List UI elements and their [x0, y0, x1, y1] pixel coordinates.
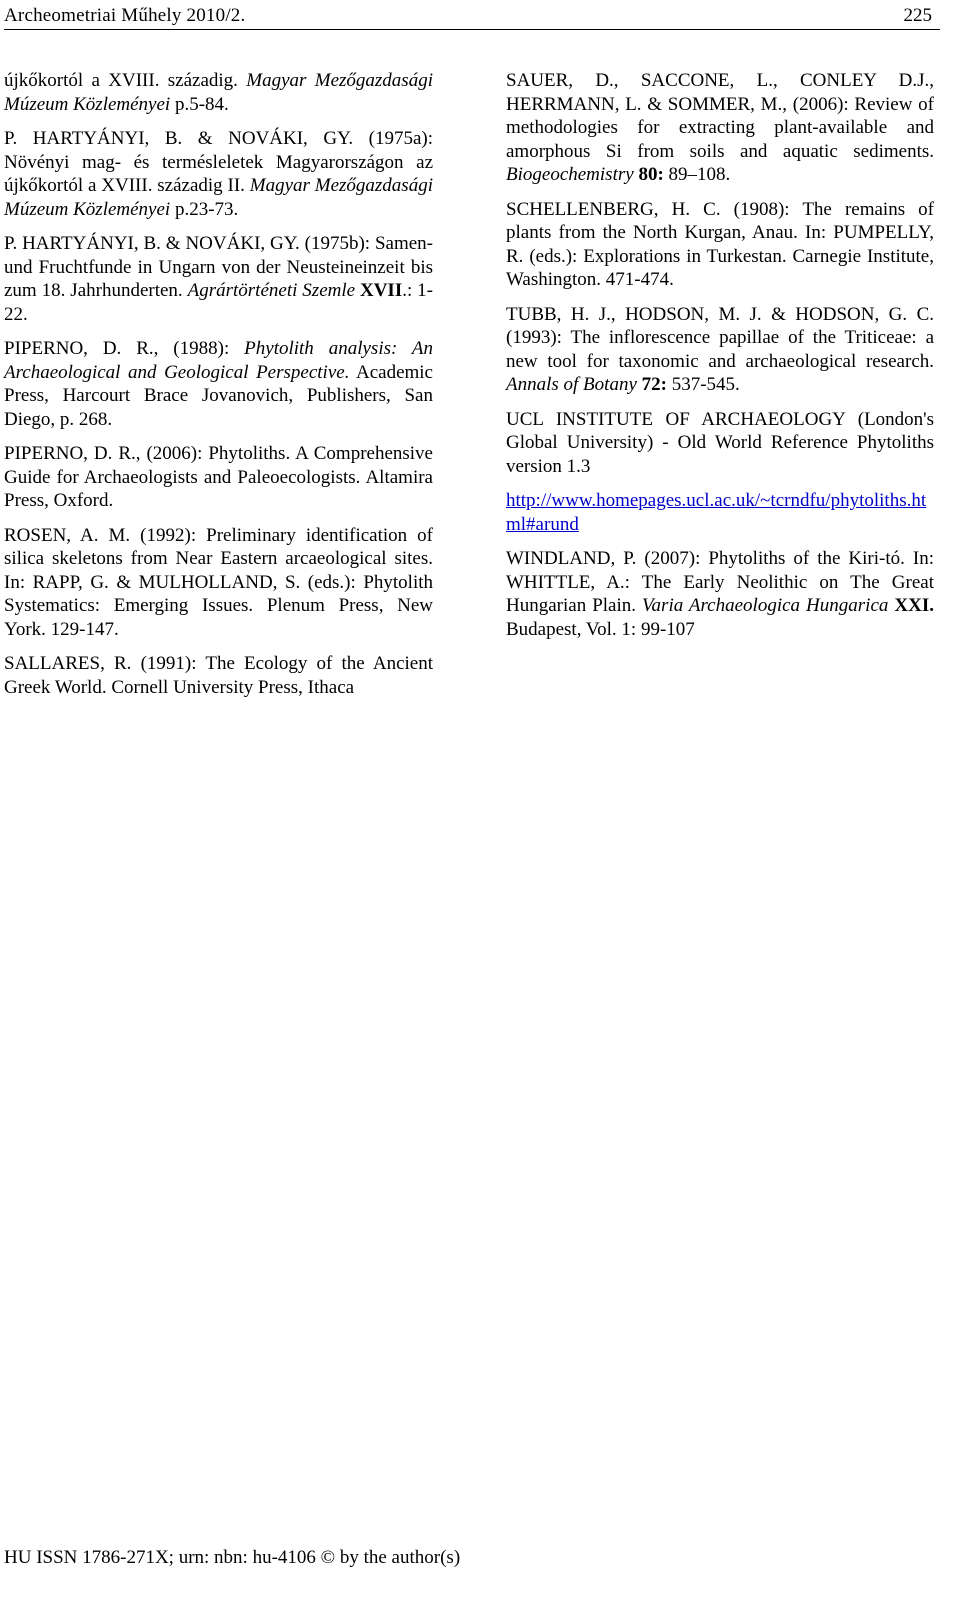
reference-journal: Annals of Botany — [506, 374, 637, 395]
reference-text: UCL INSTITUTE OF ARCHAEOLOGY (London's Global University) - Old World Reference Phytoliths version 1.3 — [506, 408, 934, 477]
reference-pages: 537-545. — [666, 374, 740, 395]
reference-text: WINDLAND, P. (2007): Phytoliths of the Kiri-tó. In: WHITTLE, A.: The Early Neolithic on The Great Hungarian Plain. — [506, 548, 934, 616]
reference-entry — [506, 198, 934, 292]
reference-entry — [506, 69, 934, 187]
reference-pages: p.23-73. — [170, 198, 239, 220]
reference-journal: Agrártörténeti Szemle — [187, 280, 356, 301]
reference-entry — [506, 547, 934, 641]
reference-entry — [506, 303, 934, 397]
reference-entry — [506, 408, 934, 479]
reference-entry — [4, 127, 433, 221]
reference-entry — [4, 652, 433, 699]
reference-pages: .: 1-22. — [4, 280, 433, 325]
reference-entry — [4, 337, 433, 431]
reference-text: TUBB, H. J., HODSON, M. J. & HODSON, G. C. (1993): The inflorescence papillae of the Triticeae: a new tool for taxonomic and archaeological research. — [506, 303, 934, 372]
reference-volume: XVII — [359, 280, 403, 301]
reference-text: SCHELLENBERG, H. C. (1908): The remains of plants from the North Kurgan, Anau. In: PUMPELLY, R. (eds.): Explorations in Turkestan. Carnegie Institute, Washington. 471-474. — [506, 198, 934, 290]
reference-entry — [4, 442, 433, 513]
reference-text: PIPERNO, D. R., (1988): — [4, 338, 245, 359]
reference-text: P. HARTYÁNYI, B. & NOVÁKI, GY. (1975b): Samen- und Fruchtfunde in Ungarn von der Neusteineinzeit bis zum 18. Jahrhunderten. — [4, 233, 433, 301]
reference-text: P. HARTYÁNYI, B. & NOVÁKI, GY. (1975a): Növényi mag- és termésleletek Magyarországon az újkőkortól a XVIII. századig II. — [4, 128, 433, 196]
reference-text: ROSEN, A. M. (1992): Preliminary identification of silica skeletons from Near Eastern arcaeological sites. In: RAPP, G. & MULHOLLAND, S. (eds.): Phytolith Systematics: Emerging Issues. Plenum Press, New York. 129-147. — [4, 524, 433, 640]
reference-url-link[interactable]: http://www.homepages.ucl.ac.uk/~tcrndfu/phytoliths.html#arund — [506, 490, 927, 535]
reference-pages: 89–108. — [663, 164, 731, 185]
running-header — [4, 0, 940, 30]
reference-volume: 72: — [641, 374, 667, 395]
journal-title: Archeometriai Műhely 2010/2. — [4, 5, 246, 26]
reference-journal: Magyar Mezőgazdasági Múzeum Közleményei — [4, 175, 433, 220]
reference-text: újkőkortól a XVIII. századig. — [4, 70, 247, 91]
reference-text: SAUER, D., SACCONE, L., CONLEY D.J., HERRMANN, L. & SOMMER, M., (2006): Review of methodologies for extracting plant-available and amorphous Si from soils and aquatic sediments. — [506, 70, 934, 162]
reference-title: Phytolith analysis: An Archaeological and Geological Perspective. — [4, 338, 433, 383]
page-footer: HU ISSN 1786-271X; urn: nbn: hu-4106 © by the author(s) — [4, 1547, 461, 1568]
reference-journal: Magyar Mezőgazdasági Múzeum Közleményei — [4, 70, 433, 115]
reference-publisher: Academic Press, Harcourt Brace Jovanovich, Publishers, San Diego, p. 268. — [4, 361, 433, 430]
reference-text: SALLARES, R. (1991): The Ecology of the Ancient Greek World. Cornell University Press, Ithaca — [4, 653, 433, 698]
reference-entry — [506, 489, 934, 536]
left-column — [4, 69, 433, 710]
page-number: 225 — [903, 5, 932, 26]
reference-volume: 80: — [638, 164, 664, 185]
reference-entry — [4, 524, 433, 642]
reference-pages: p.5-84. — [170, 93, 229, 115]
reference-pages: Budapest, Vol. 1: 99-107 — [506, 618, 695, 640]
reference-journal: Biogeochemistry — [506, 164, 634, 185]
reference-volume: XXI. — [894, 595, 934, 616]
right-column — [506, 69, 934, 652]
reference-journal: Varia Archaeologica Hungarica — [642, 595, 889, 616]
reference-entry — [4, 232, 433, 326]
reference-text: PIPERNO, D. R., (2006): Phytoliths. A Comprehensive Guide for Archaeologists and Paleoecologists. Altamira Press, Oxford. — [4, 443, 433, 511]
reference-entry — [4, 69, 433, 116]
